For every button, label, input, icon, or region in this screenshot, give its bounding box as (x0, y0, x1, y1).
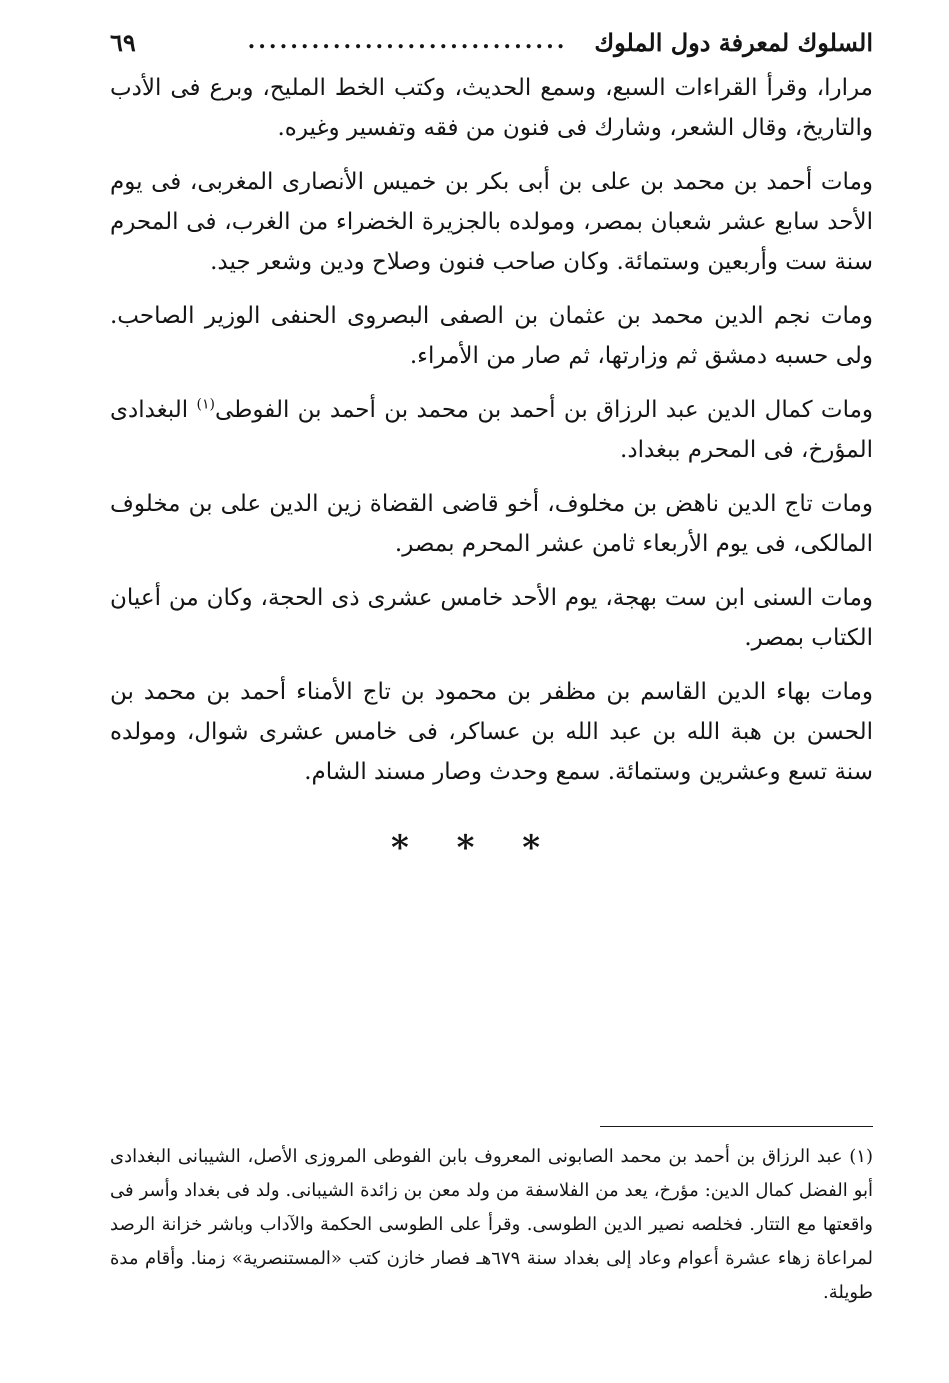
paragraph-4-end: البغدادى المؤرخ، فى المحرم ببغداد. (110, 397, 873, 463)
running-header (110, 24, 873, 64)
main-text (110, 68, 873, 806)
paragraph-2: ومات أحمد بن محمد بن على بن أبى بكر بن خميس الأنصارى المغربى، فى يوم الأحد سابع عشر شعبان بمصر، ومولده بالجزيرة الخضراء من الغرب، فى المحرم سنة ست وأربعين وستمائة. وكان صاحب فنون وصلاح ودين وشعر جيد. (110, 169, 873, 275)
page-number: ٦٩ (110, 28, 136, 57)
paragraph-4 (110, 390, 873, 470)
paragraph-4-start: ومات كمال الدين عبد الرزاق بن أحمد بن محمد بن أحمد بن الفوطى (214, 397, 874, 423)
paragraph-1: مرارا، وقرأ القراءات السبع، وسمع الحديث، وكتب الخط المليح، وبرع فى الأدب والتاريخ، وقال الشعر، وشارك فى فنون من فقه وتفسير وغيره. (110, 75, 873, 141)
header-leader-dots: .............................. (247, 28, 568, 54)
book-title: السلوك لمعرفة دول الملوك (594, 28, 873, 57)
section-separator: * * * (390, 828, 558, 868)
paragraph-3: ومات نجم الدين محمد بن عثمان بن الصفى البصروى الحنفى الوزير الصاحب. ولى حسبه دمشق ثم وزارتها، ثم صار من الأمراء. (110, 303, 873, 369)
paragraph-6: ومات السنى ابن ست بهجة، يوم الأحد خامس عشرى ذى الحجة، وكان من أعيان الكتاب بمصر. (110, 585, 873, 651)
footnote-divider (600, 1126, 873, 1127)
paragraph-7: ومات بهاء الدين القاسم بن مظفر بن محمود بن تاج الأمناء أحمد بن محمد بن الحسن بن هبة الله بن عبد الله بن عساكر، فى خامس عشرى شوال، ومولده سنة تسع وعشرين وستمائة. سمع وحدث وصار مسند الشام. (110, 679, 873, 785)
footnote-text: (١) عبد الرزاق بن أحمد بن محمد الصابونى المعروف بابن الفوطى المروزى الأصل، الشيبانى البغدادى أبو الفضل كمال الدين: مؤرخ، يعد من الفلاسفة من ولد معن بن زائدة الشيبانى. ولد فى بغداد وأسر فى واقعتها مع التتار. فخلصه نصير الدين الطوسى. وقرأ على الطوسى الحكمة والآداب وباشر خزانة الرصد لمراعاة زهاء عشرة أعوام وعاد إلى بغداد سنة ٦٧٩هـ فصار خازن كتب «المستنصرية» زمنا. وأقام مدة طويلة. (110, 1146, 873, 1303)
paragraph-5: ومات تاج الدين ناهض بن مخلوف، أخو قاضى القضاة زين الدين على بن مخلوف المالكى، فى يوم الأربعاء ثامن عشر المحرم بمصر. (110, 491, 873, 557)
footnote-reference[interactable]: (١) (196, 396, 215, 413)
footnote (110, 1140, 873, 1310)
